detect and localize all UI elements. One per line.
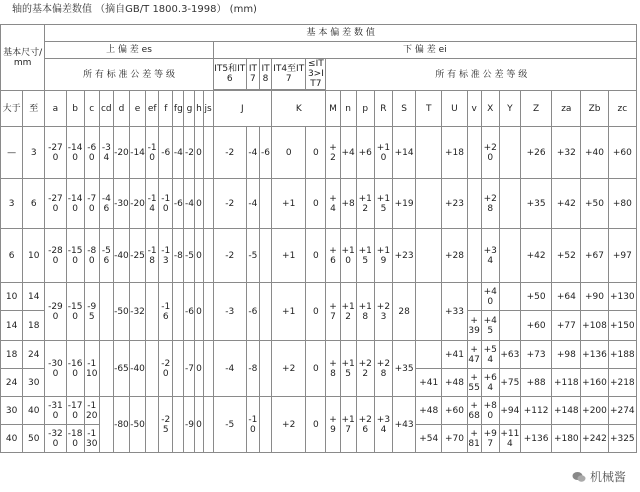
cell-m: +4 (326, 179, 340, 229)
cell-u: +48 (442, 369, 467, 397)
cell-f: -10 (159, 179, 173, 229)
cell-z: +88 (520, 369, 551, 397)
cell-k2: 0 (306, 127, 326, 179)
cell-k1: 0 (272, 127, 306, 179)
cell-za: +98 (552, 341, 581, 369)
cell-fg (173, 283, 184, 341)
cell-e: -40 (130, 341, 146, 397)
cell-t: +48 (416, 397, 442, 425)
cell-j2: -4 (246, 127, 259, 179)
cell-from: 3 (1, 179, 23, 229)
cell-x: +97 (481, 425, 499, 453)
cell-t (416, 341, 442, 369)
cell-from: 14 (1, 311, 23, 341)
cell-b: -140 (66, 127, 84, 179)
cell-u: +33 (442, 283, 467, 341)
col-b: b (66, 91, 84, 127)
table-row (1, 229, 637, 283)
cell-a: -310 (45, 397, 66, 425)
cell-b: -140 (66, 179, 84, 229)
cell-fg (173, 397, 184, 453)
cell-y: +75 (499, 369, 520, 397)
cell-to: 18 (23, 311, 45, 341)
cell-r: +19 (374, 229, 392, 283)
cell-c: -70 (84, 179, 99, 229)
col-to: 至 (23, 91, 45, 127)
cell-y (499, 283, 520, 311)
cell-z: +73 (520, 341, 551, 369)
cell-g: -5 (184, 229, 195, 283)
cell-j3 (259, 179, 271, 229)
cell-s: +35 (393, 341, 416, 397)
cell-u: +60 (442, 397, 467, 425)
table-row (1, 179, 637, 229)
cell-h: 0 (195, 229, 203, 283)
cell-z: +136 (520, 425, 551, 453)
cell-zc: +218 (608, 369, 636, 397)
cell-t (416, 179, 442, 229)
cell-za: +52 (552, 229, 581, 283)
cell-m: +2 (326, 127, 340, 179)
header-it3-it7: ≤IT3>IT7 (306, 59, 326, 90)
cell-g: -7 (184, 341, 195, 397)
cell-f: -16 (159, 283, 173, 341)
cell-b: -150 (66, 283, 84, 341)
cell-c: -60 (84, 127, 99, 179)
cell-to: 3 (23, 127, 45, 179)
col-g: g (184, 91, 195, 127)
cell-k1: +1 (272, 283, 306, 341)
cell-j1: -3 (213, 283, 246, 341)
cell-v: +55 (467, 369, 481, 397)
cell-a: -290 (45, 283, 66, 341)
cell-x: +54 (481, 341, 499, 369)
cell-s: +23 (393, 229, 416, 283)
cell-f: -6 (159, 127, 173, 179)
col-z: Z (520, 91, 551, 127)
cell-j2: -8 (246, 341, 259, 397)
cell-m: +7 (326, 283, 340, 341)
cell-b: -170 (66, 397, 84, 425)
cell-to: 24 (23, 341, 45, 369)
cell-u: +23 (442, 179, 467, 229)
header-lower: 下 偏 差 ei (213, 42, 636, 59)
cell-zc: +60 (608, 127, 636, 179)
cell-k1: +2 (272, 397, 306, 453)
col-zc: zc (608, 91, 636, 127)
cell-v (467, 179, 481, 229)
cell-j2: -5 (246, 229, 259, 283)
cell-j1: -5 (213, 397, 246, 453)
cell-r: +28 (374, 341, 392, 397)
header-grades-lower: 所 有 标 准 公 差 等 级 (326, 59, 637, 91)
cell-h: 0 (195, 397, 203, 453)
cell-f: -20 (159, 341, 173, 397)
cell-zb: +136 (581, 341, 608, 369)
cell-ef: -18 (146, 229, 159, 283)
cell-cd (99, 341, 113, 397)
cell-u: +18 (442, 127, 467, 179)
cell-f: -25 (159, 397, 173, 453)
cell-to: 40 (23, 397, 45, 425)
cell-t (416, 283, 442, 341)
col-s: S (393, 91, 416, 127)
cell-x: +64 (481, 369, 499, 397)
cell-from: 40 (1, 425, 23, 453)
cell-ef (146, 283, 159, 341)
col-m: M (326, 91, 340, 127)
cell-za: +118 (552, 369, 581, 397)
cell-za: +32 (552, 127, 581, 179)
col-d: d (113, 91, 129, 127)
cell-j3 (259, 341, 271, 397)
cell-v: +39 (467, 311, 481, 341)
cell-y (499, 229, 520, 283)
cell-j1: -2 (213, 127, 246, 179)
col-c: c (84, 91, 99, 127)
cell-p: +18 (356, 283, 374, 341)
col-h: h (195, 91, 203, 127)
cell-k2: 0 (306, 179, 326, 229)
cell-zc: +97 (608, 229, 636, 283)
cell-from: 24 (1, 369, 23, 397)
cell-fg (173, 341, 184, 397)
cell-h: 0 (195, 341, 203, 397)
table-row (1, 341, 637, 369)
cell-k1: +1 (272, 179, 306, 229)
cell-k2: 0 (306, 283, 326, 341)
cell-zb: +108 (581, 311, 608, 341)
col-k: K (272, 91, 326, 127)
cell-js (203, 397, 213, 453)
cell-d: -50 (113, 283, 129, 341)
cell-a: -280 (45, 229, 66, 283)
cell-n: +17 (340, 397, 356, 453)
cell-s: 28 (393, 283, 416, 341)
header-upper: 上 偏 差 es (45, 42, 213, 59)
cell-za: +148 (552, 397, 581, 425)
wechat-icon (572, 471, 586, 483)
cell-fg: -8 (173, 229, 184, 283)
cell-d: -65 (113, 341, 129, 397)
cell-d: -40 (113, 229, 129, 283)
watermark (568, 467, 630, 486)
cell-ef: -10 (146, 127, 159, 179)
cell-from: 6 (1, 229, 23, 283)
cell-ef (146, 341, 159, 397)
cell-g: -2 (184, 127, 195, 179)
cell-js (203, 127, 213, 179)
cell-v (467, 127, 481, 179)
cell-f: -13 (159, 229, 173, 283)
col-fg: fg (173, 91, 184, 127)
cell-x: +34 (481, 229, 499, 283)
cell-cd (99, 283, 113, 341)
cell-t: +54 (416, 425, 442, 453)
cell-d: -20 (113, 127, 129, 179)
header-it4-it7: IT4至IT7 (272, 59, 306, 90)
cell-to: 10 (23, 229, 45, 283)
cell-z: +35 (520, 179, 551, 229)
header-main: 基 本 偏 差 数 值 (45, 25, 637, 42)
cell-j2: -10 (246, 397, 259, 453)
cell-c: -120 (84, 397, 99, 425)
cell-za: +180 (552, 425, 581, 453)
cell-z: +50 (520, 283, 551, 311)
cell-e: -14 (130, 127, 146, 179)
cell-u: +28 (442, 229, 467, 283)
cell-v: +47 (467, 341, 481, 369)
table-row (1, 397, 637, 425)
cell-fg: -4 (173, 127, 184, 179)
col-u: U (442, 91, 467, 127)
cell-ef: -14 (146, 179, 159, 229)
cell-b: -160 (66, 341, 84, 397)
cell-e: -50 (130, 397, 146, 453)
header-it8: IT8 (259, 59, 271, 90)
cell-from: 10 (1, 283, 23, 311)
header-grades-upper: 所 有 标 准 公 差 等 级 (45, 59, 213, 91)
cell-js (203, 283, 213, 341)
cell-zc: +274 (608, 397, 636, 425)
cell-d: -80 (113, 397, 129, 453)
cell-p: +6 (356, 127, 374, 179)
cell-x: +28 (481, 179, 499, 229)
cell-x: +40 (481, 283, 499, 311)
col-n: n (340, 91, 356, 127)
col-ef: ef (146, 91, 159, 127)
cell-m: +6 (326, 229, 340, 283)
col-t: T (416, 91, 442, 127)
cell-k1: +1 (272, 229, 306, 283)
cell-zc: +80 (608, 179, 636, 229)
cell-r: +34 (374, 397, 392, 453)
col-js: js (203, 91, 213, 127)
cell-v: +81 (467, 425, 481, 453)
cell-k2: 0 (306, 229, 326, 283)
deviation-table (0, 24, 637, 453)
cell-g: -9 (184, 397, 195, 453)
cell-zb: +40 (581, 127, 608, 179)
cell-k1: +2 (272, 341, 306, 397)
cell-cd: -56 (99, 229, 113, 283)
cell-t (416, 229, 442, 283)
cell-z: +26 (520, 127, 551, 179)
cell-n: +15 (340, 341, 356, 397)
cell-a: -270 (45, 127, 66, 179)
cell-g: -4 (184, 179, 195, 229)
cell-from: — (1, 127, 23, 179)
cell-zb: +50 (581, 179, 608, 229)
watermark-text: 机械酱 (589, 470, 626, 484)
cell-s: +19 (393, 179, 416, 229)
cell-zb: +67 (581, 229, 608, 283)
cell-j2: -6 (246, 283, 259, 341)
cell-u: +70 (442, 425, 467, 453)
cell-p: +12 (356, 179, 374, 229)
cell-u: +41 (442, 341, 467, 369)
col-x: X (481, 91, 499, 127)
cell-t: +41 (416, 369, 442, 397)
cell-a: -320 (45, 425, 66, 453)
header-size: 基本尺寸/mm (1, 25, 45, 91)
cell-zb: +200 (581, 397, 608, 425)
col-j: J (213, 91, 271, 127)
table-row (1, 127, 637, 179)
cell-x: +80 (481, 397, 499, 425)
cell-cd: -46 (99, 179, 113, 229)
cell-from: 18 (1, 341, 23, 369)
cell-g: -6 (184, 283, 195, 341)
deviation-table-wrap (0, 24, 637, 453)
cell-zc: +150 (608, 311, 636, 341)
cell-b: -150 (66, 229, 84, 283)
cell-j1: -2 (213, 229, 246, 283)
cell-m: +9 (326, 397, 340, 453)
cell-x: +20 (481, 127, 499, 179)
col-f: f (159, 91, 173, 127)
cell-e: -20 (130, 179, 146, 229)
cell-cd: -34 (99, 127, 113, 179)
cell-cd (99, 397, 113, 453)
cell-s: +43 (393, 397, 416, 453)
cell-p: +22 (356, 341, 374, 397)
cell-to: 14 (23, 283, 45, 311)
cell-t (416, 127, 442, 179)
cell-h: 0 (195, 179, 203, 229)
cell-p: +26 (356, 397, 374, 453)
col-r: R (374, 91, 392, 127)
cell-zb: +242 (581, 425, 608, 453)
cell-r: +10 (374, 127, 392, 179)
cell-z: +112 (520, 397, 551, 425)
cell-zc: +130 (608, 283, 636, 311)
cell-v (467, 229, 481, 283)
cell-c: -130 (84, 425, 99, 453)
col-y: Y (499, 91, 520, 127)
cell-to: 50 (23, 425, 45, 453)
cell-zc: +188 (608, 341, 636, 369)
cell-e: -32 (130, 283, 146, 341)
cell-js (203, 179, 213, 229)
cell-n: +10 (340, 229, 356, 283)
cell-za: +42 (552, 179, 581, 229)
cell-k2: 0 (306, 341, 326, 397)
header-it7: IT7 (246, 59, 259, 90)
cell-j3 (259, 229, 271, 283)
cell-js (203, 229, 213, 283)
cell-x: +45 (481, 311, 499, 341)
cell-h: 0 (195, 283, 203, 341)
cell-za: +77 (552, 311, 581, 341)
cell-z: +42 (520, 229, 551, 283)
cell-b: -180 (66, 425, 84, 453)
col-zb: Zb (581, 91, 608, 127)
cell-a: -270 (45, 179, 66, 229)
table-row (1, 283, 637, 311)
cell-a: -300 (45, 341, 66, 397)
col-za: za (552, 91, 581, 127)
cell-j1: -2 (213, 179, 246, 229)
page-title: 轴的基本偏差数值 （摘自GB/T 1800.3-1998） (mm) (12, 4, 257, 15)
header-it5-it6: IT5和IT6 (213, 59, 246, 90)
cell-from: 30 (1, 397, 23, 425)
col-from: 大于 (1, 91, 23, 127)
cell-zb: +90 (581, 283, 608, 311)
cell-c: -95 (84, 283, 99, 341)
cell-m: +8 (326, 341, 340, 397)
cell-c: -80 (84, 229, 99, 283)
cell-c: -110 (84, 341, 99, 397)
cell-j3 (259, 397, 271, 453)
cell-s: +14 (393, 127, 416, 179)
cell-e: -25 (130, 229, 146, 283)
cell-y: +63 (499, 341, 520, 369)
cell-y: +114 (499, 425, 520, 453)
cell-n: +8 (340, 179, 356, 229)
cell-zb: +160 (581, 369, 608, 397)
cell-r: +23 (374, 283, 392, 341)
cell-j3: -6 (259, 127, 271, 179)
cell-v: +68 (467, 397, 481, 425)
cell-h: 0 (195, 127, 203, 179)
cell-j2: -4 (246, 179, 259, 229)
col-v: v (467, 91, 481, 127)
cell-z: +60 (520, 311, 551, 341)
cell-fg: -6 (173, 179, 184, 229)
cell-to: 6 (23, 179, 45, 229)
cell-d: -30 (113, 179, 129, 229)
cell-y: +94 (499, 397, 520, 425)
cell-v (467, 283, 481, 311)
col-a: a (45, 91, 66, 127)
cell-y (499, 311, 520, 341)
col-p: p (356, 91, 374, 127)
cell-y (499, 179, 520, 229)
cell-j3 (259, 283, 271, 341)
cell-k2: 0 (306, 397, 326, 453)
cell-p: +15 (356, 229, 374, 283)
col-e: e (130, 91, 146, 127)
cell-n: +12 (340, 283, 356, 341)
cell-y (499, 127, 520, 179)
cell-za: +64 (552, 283, 581, 311)
cell-zc: +325 (608, 425, 636, 453)
cell-r: +15 (374, 179, 392, 229)
cell-n: +4 (340, 127, 356, 179)
cell-j1: -4 (213, 341, 246, 397)
cell-ef (146, 397, 159, 453)
col-cd: cd (99, 91, 113, 127)
cell-to: 30 (23, 369, 45, 397)
cell-js (203, 341, 213, 397)
